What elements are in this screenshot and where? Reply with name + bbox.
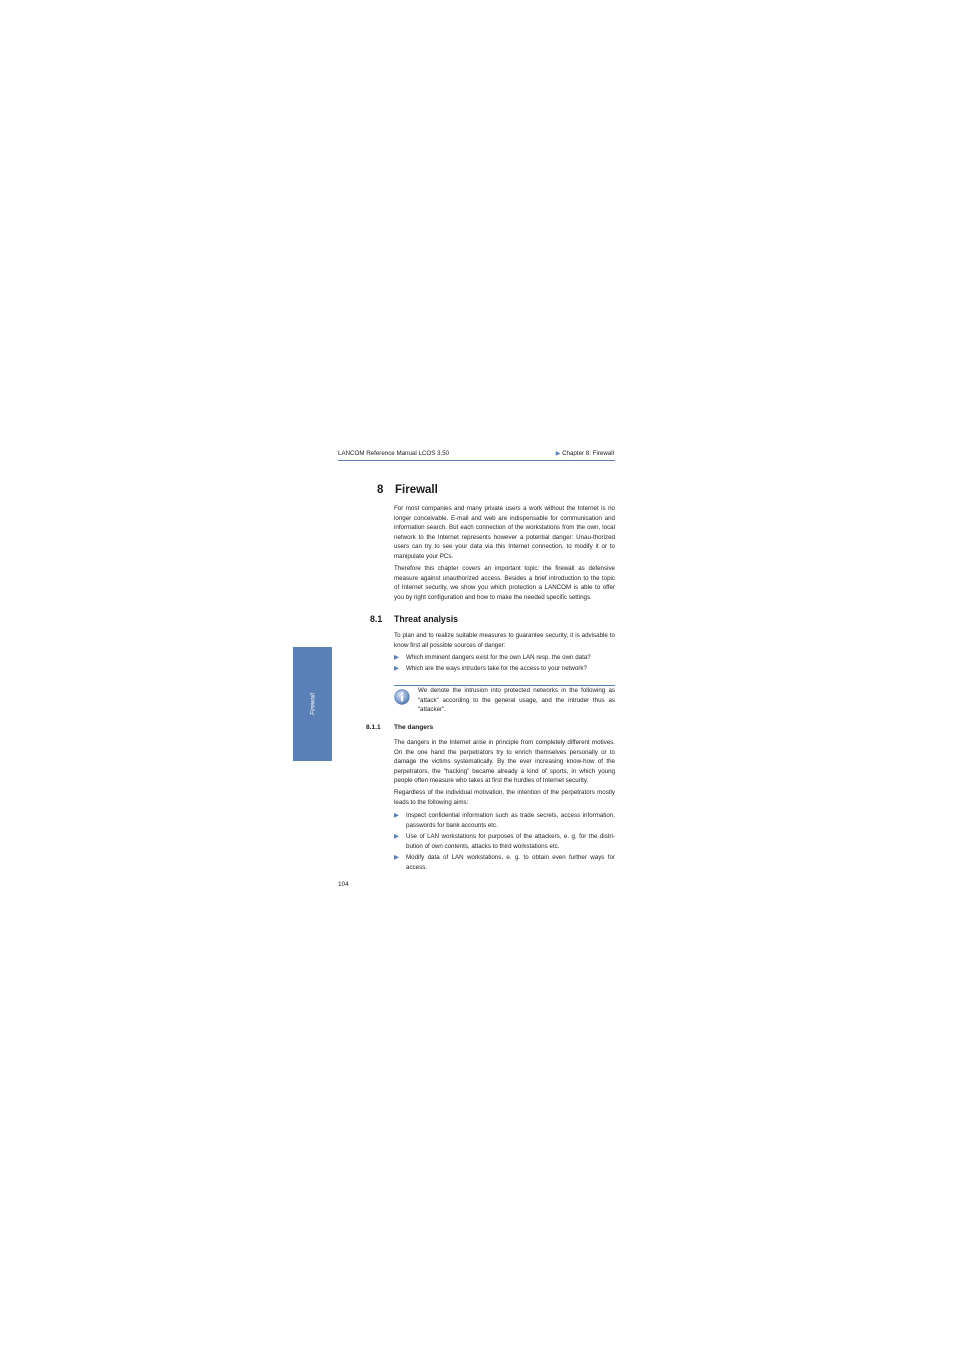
triangle-right-icon: ▶ (394, 654, 399, 661)
header-chapter-label: Chapter 8: Firewall (562, 450, 614, 457)
header-rule (338, 460, 615, 461)
chapter-paragraph-2: Therefore this chapter covers an important topic: the firewall as defensive measure against unauthorized access. Besides a brief introduction to the topic of Internet security, we show you which protection a LANCOM is able to offer you by right configuration and how to make the needed specific settings. (394, 565, 615, 601)
triangle-right-icon: ▶ (394, 812, 399, 819)
list-item (394, 811, 615, 831)
note-text: We denote the intrusion into protected networks in the following as “attack” according to the general usage, and the intruder thus as “attacker”. (418, 687, 615, 714)
subsection-heading (366, 724, 433, 731)
triangle-right-icon: ▶ (394, 665, 399, 672)
subsection-paragraph-1: The dangers in the Internet arise in principle from completely different motives. On the one hand the perpetrators try to enrich themselves personally or to damage the victims systematically. By the ever increasing know-how of the perpetrators, the “hacking” became already a kind of sports, in which young people often measure who takes at first the hurdles of Internet security. (394, 739, 615, 785)
header-manual-title: LANCOM Reference Manual LCOS 3.50 (338, 450, 450, 457)
side-tab (293, 647, 332, 761)
list-item (394, 832, 615, 852)
triangle-right-icon: ▶ (394, 854, 399, 861)
triangle-right-icon: ▶ (394, 833, 399, 840)
chapter-title: Firewall (395, 484, 438, 496)
list-item-text: Use of LAN workstations for purposes of the attackers, e. g. for the distri-bution of own contents, attacks to third workstations etc. (406, 833, 615, 850)
list-item-text: Modify data of LAN workstations, e. g. to obtain even further ways for access. (406, 854, 615, 871)
side-tab-label: Firewall (309, 693, 316, 715)
section-heading (370, 614, 458, 624)
list-item-text: Which are the ways intruders take for the access to your network? (406, 665, 587, 672)
header-chapter (556, 450, 614, 457)
chapter-paragraph-1: For most companies and many private users a work without the Internet is no longer conceivable. E-mail and web are indispensable for communication and information search. But each connection of the workstations from the own, local network to the Internet represents however a potential danger: Unau-thorized users can try to see your data via this Internet connection, to modify it or to manipulate your PCs. (394, 505, 615, 560)
list-item (394, 664, 615, 674)
subsection-title: The dangers (394, 724, 434, 731)
list-item (394, 853, 615, 873)
page-number: 104 (338, 881, 349, 888)
chapter-number: 8 (377, 484, 384, 496)
list-item (394, 653, 615, 663)
subsection-number: 8.1.1 (366, 724, 381, 731)
triangle-right-icon: ▶ (555, 451, 561, 457)
section-title: Threat analysis (394, 614, 459, 624)
chapter-heading (377, 484, 438, 496)
info-icon (394, 689, 410, 705)
section-number: 8.1 (370, 614, 383, 624)
list-item-text: Inspect confidential information such as trade secrets, access information, passwords for bank accounts etc. (406, 812, 615, 829)
section-intro: To plan and to realize suitable measures to guarantee security, it is advisable to know first all possible sources of danger: (394, 632, 615, 649)
subsection-paragraph-2: Regardless of the individual motivation, the intention of the perpetrators mostly leads to the following aims: (394, 789, 615, 806)
list-item-text: Which imminent dangers exist for the own LAN resp. the own data? (406, 654, 591, 661)
